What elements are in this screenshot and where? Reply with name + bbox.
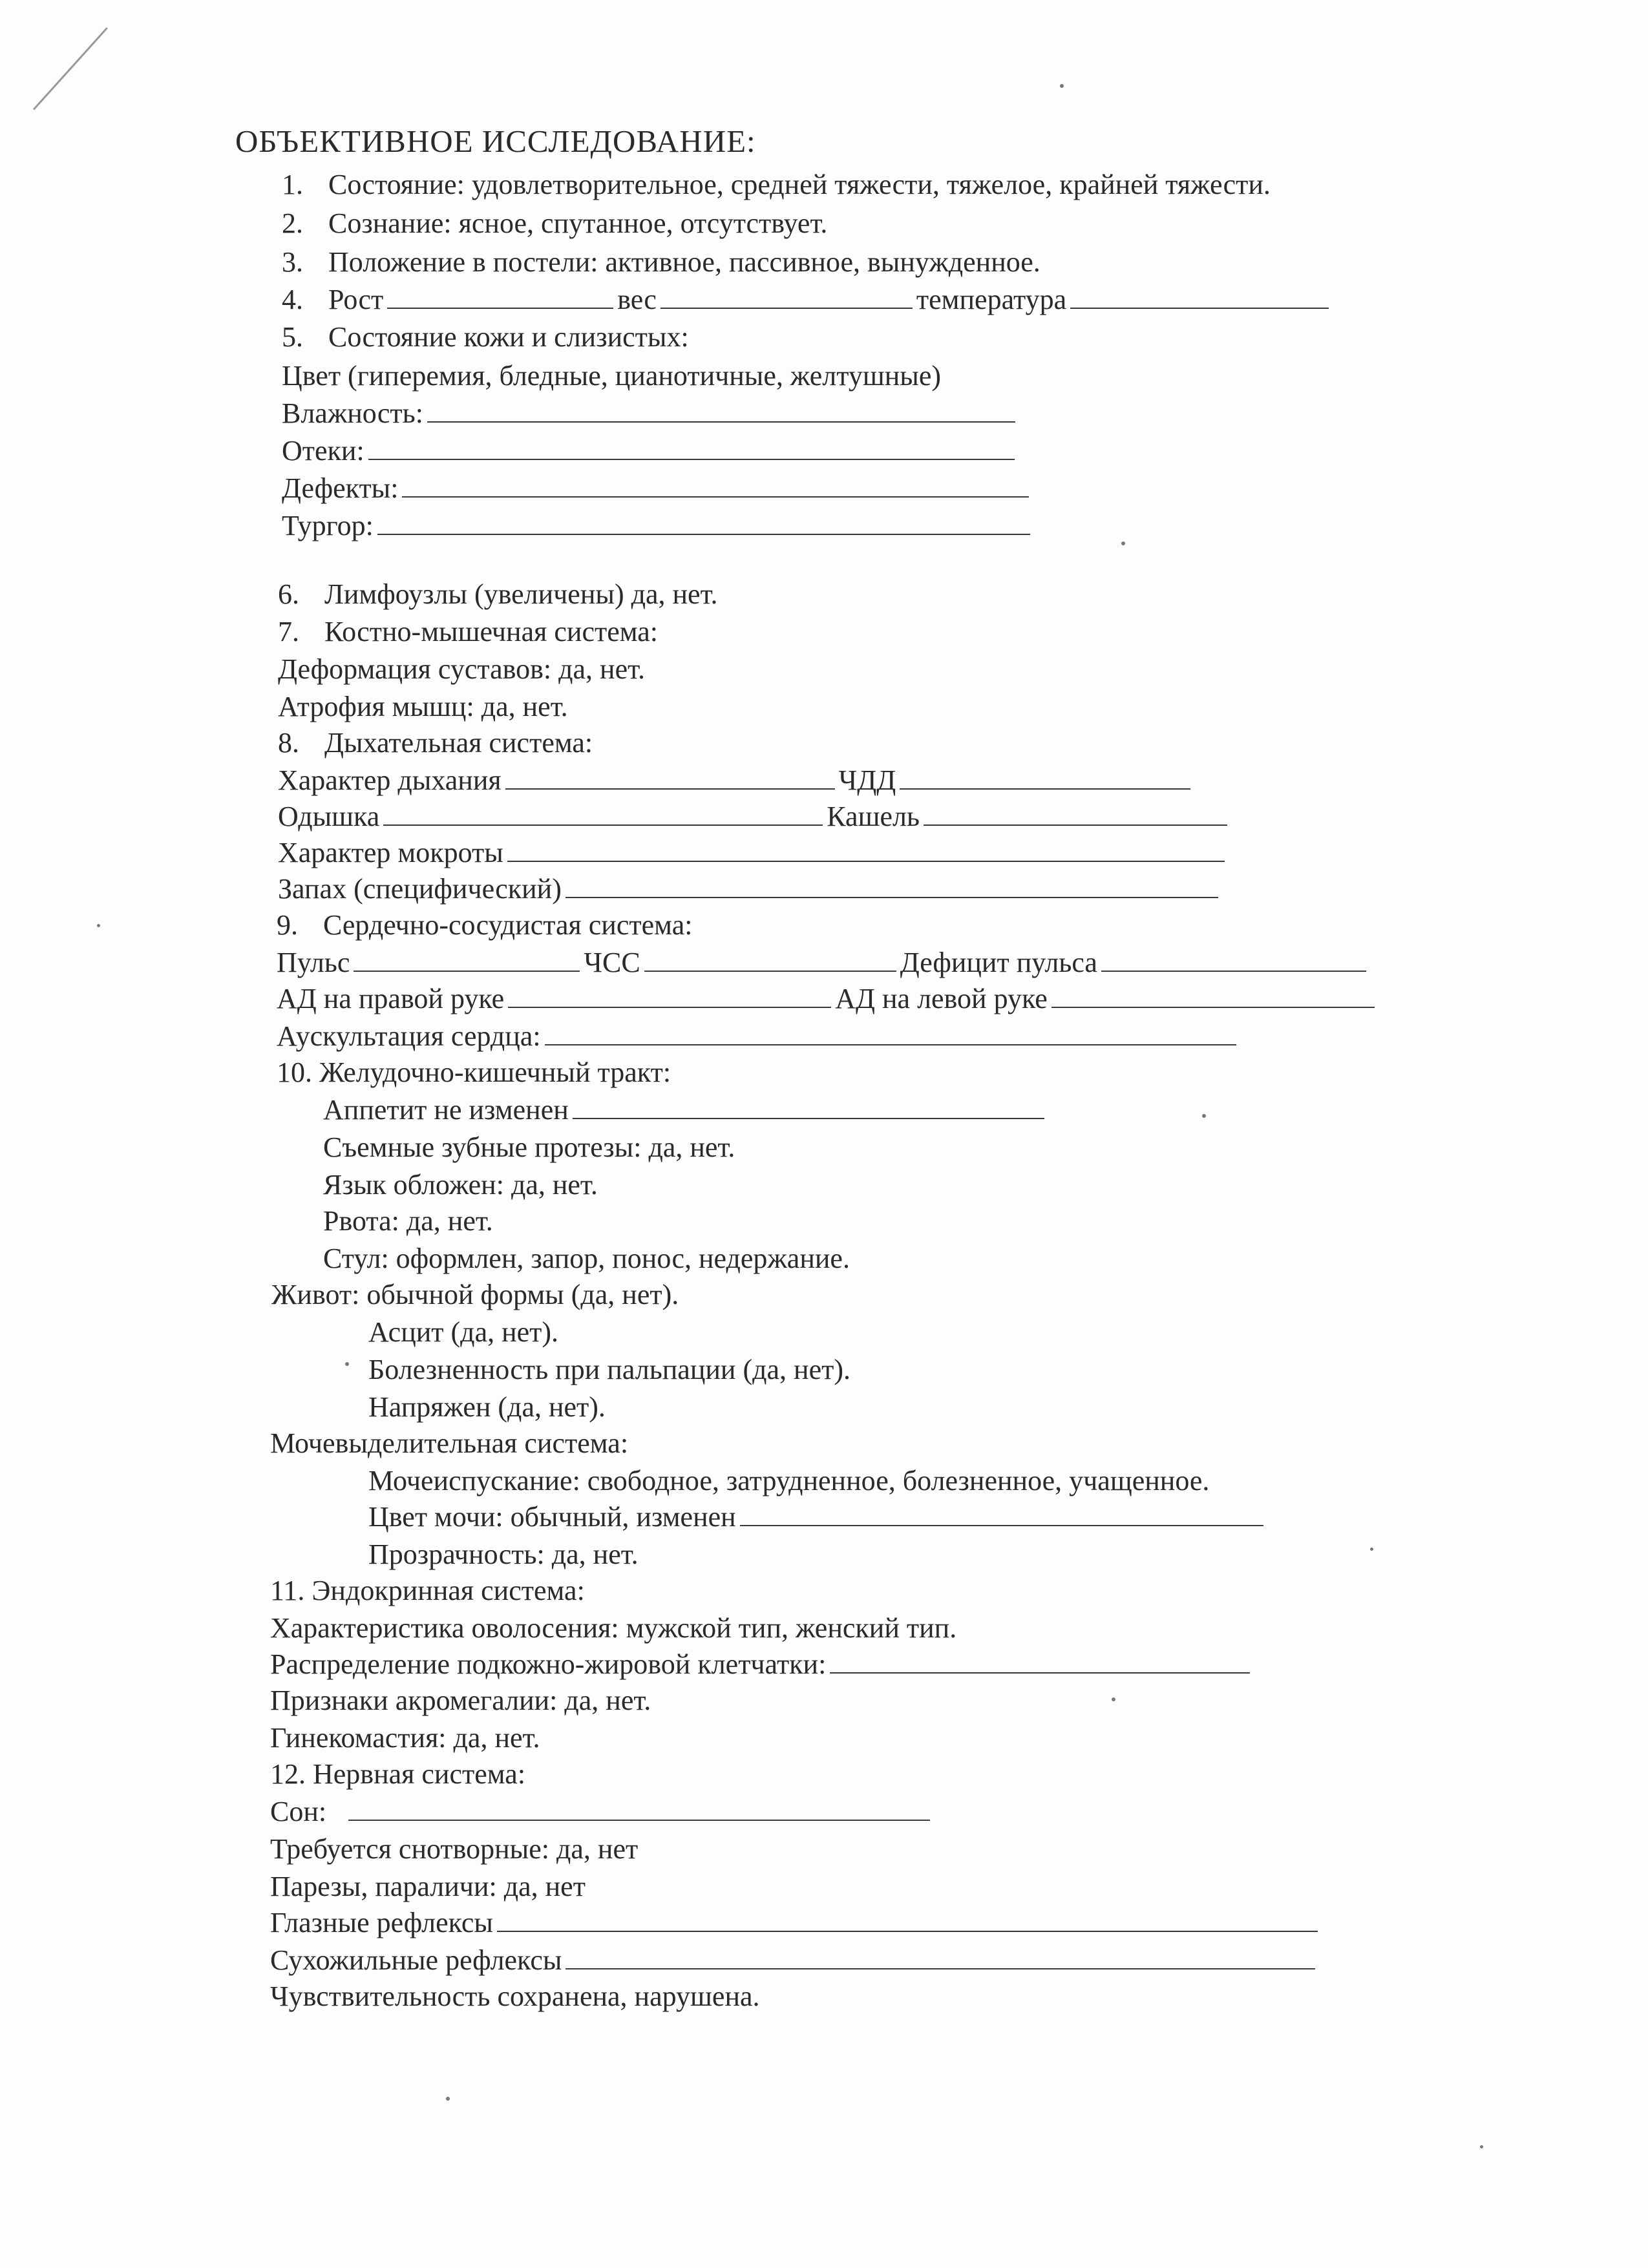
skin-color-line: [282, 358, 941, 394]
turgor-label: Тургор:: [282, 510, 374, 541]
urination-text: Мочеиспускание: свободное, затрудненное, болезненное, учащенное.: [368, 1465, 1210, 1496]
scan-speck: [345, 1362, 349, 1366]
position-line: [282, 244, 1041, 280]
pulse-field[interactable]: [354, 946, 580, 972]
condition-line: [282, 167, 1271, 203]
scan-speck: [1112, 1697, 1115, 1701]
hair-line: [270, 1610, 956, 1646]
consciousness-text: Сознание: ясное, спутанное, отсутствует.: [328, 207, 828, 239]
humidity-line: [282, 395, 1019, 432]
height-field[interactable]: [387, 283, 613, 309]
eye-reflex-line: [270, 1905, 1322, 1941]
scan-speck: [97, 924, 100, 927]
pulse-line: [277, 945, 1370, 981]
appetite-line: [323, 1092, 1048, 1128]
musculo-line: [278, 614, 658, 650]
fat-field[interactable]: [830, 1648, 1250, 1674]
sleep-label: Сон:: [270, 1796, 327, 1827]
gyneco-line: [270, 1720, 540, 1756]
ad-right-label: АД на правой руке: [277, 983, 505, 1014]
vomit-text: Рвота: да, нет.: [323, 1205, 493, 1237]
height-label: Рост: [328, 284, 384, 315]
temperature-field[interactable]: [1070, 283, 1329, 309]
pain-line: [368, 1352, 850, 1388]
clarity-text: Прозрачность: да, нет.: [368, 1538, 639, 1570]
skin-color-text: Цвет (гиперемия, бледные, цианотичные, желтушные): [282, 360, 942, 392]
respiratory-header: Дыхательная система:: [324, 727, 593, 759]
paresis-text: Парезы, параличи: да, нет: [270, 1871, 586, 1902]
item-number: 9.: [277, 909, 298, 941]
nervous-header: 12. Нервная система:: [270, 1758, 526, 1790]
smell-line: [278, 871, 1222, 907]
musculo-header: Костно-мышечная система:: [324, 616, 659, 647]
pulse-label: Пульс: [277, 947, 350, 978]
vomit-line: [323, 1203, 493, 1239]
item-number: 6.: [278, 578, 299, 610]
tense-line: [368, 1389, 606, 1425]
edema-label: Отеки:: [282, 435, 364, 467]
chss-label: ЧСС: [584, 947, 640, 978]
defects-field[interactable]: [402, 472, 1029, 498]
sleep-line: [270, 1794, 934, 1830]
edema-line: [282, 433, 1019, 469]
urination-line: [368, 1463, 1209, 1499]
acro-text: Признаки акромегалии: да, нет.: [270, 1685, 651, 1716]
endocrine-header: 11. Эндокринная система:: [270, 1575, 585, 1606]
paresis-line: [270, 1869, 586, 1905]
turgor-line: [282, 508, 1034, 544]
urine-color-field[interactable]: [740, 1500, 1263, 1526]
weight-field[interactable]: [660, 283, 913, 309]
hair-text: Характеристика оволосения: мужской тип, женский тип.: [270, 1612, 957, 1644]
cardio-line: [277, 907, 692, 943]
dyspnea-label: Одышка: [278, 801, 380, 832]
sleep-field[interactable]: [348, 1795, 930, 1821]
clarity-line: [368, 1537, 639, 1573]
edema-field[interactable]: [368, 434, 1015, 460]
item-number: 2.: [282, 207, 303, 239]
turgor-field[interactable]: [377, 509, 1030, 535]
tendon-reflex-label: Сухожильные рефлексы: [270, 1944, 562, 1976]
scan-speck: [1480, 2145, 1483, 2148]
belly-text: Живот: обычной формы (да, нет).: [271, 1279, 679, 1310]
form-title: ОБЪЕКТИВНОЕ ИССЛЕДОВАНИЕ:: [235, 123, 756, 159]
pills-line: [270, 1831, 638, 1867]
defects-line: [282, 470, 1033, 507]
appetite-label: Аппетит не изменен: [323, 1094, 569, 1126]
deficit-field[interactable]: [1101, 946, 1366, 972]
fat-label: Распределение подкожно-жировой клетчатки:: [270, 1648, 827, 1680]
dyspnea-field[interactable]: [383, 800, 823, 826]
auscult-label: Аускультация сердца:: [277, 1020, 541, 1052]
appetite-field[interactable]: [573, 1093, 1044, 1119]
position-text: Положение в постели: активное, пассивное, вынужденное.: [328, 246, 1041, 278]
tendon-reflex-line: [270, 1942, 1319, 1979]
stool-line: [323, 1241, 850, 1277]
respiratory-line: [278, 725, 593, 761]
gyneco-text: Гинекомастия: да, нет.: [270, 1722, 540, 1754]
deficit-label: Дефицит пульса: [900, 947, 1097, 978]
scan-speck: [1060, 84, 1064, 88]
eye-reflex-label: Глазные рефлексы: [270, 1907, 493, 1938]
tense-text: Напряжен (да, нет).: [368, 1391, 606, 1423]
item-number: 8.: [278, 727, 299, 759]
auscult-field[interactable]: [545, 1020, 1236, 1045]
eye-reflex-field[interactable]: [497, 1906, 1318, 1932]
cough-label: Кашель: [827, 801, 920, 832]
breath-line: [278, 762, 1194, 799]
ascites-line: [368, 1314, 558, 1350]
pills-text: Требуется снотворные: да, нет: [270, 1833, 639, 1865]
condition-text: Состояние: удовлетворительное, средней тяжести, тяжелое, крайней тяжести.: [328, 169, 1271, 200]
atrophy-text: Атрофия мышц: да, нет.: [278, 691, 568, 722]
scan-speck: [1202, 1114, 1206, 1118]
deform-text: Деформация суставов: да, нет.: [278, 653, 646, 685]
lymph-line: [278, 576, 718, 613]
ad-left-label: АД на левой руке: [835, 983, 1048, 1014]
dyspnea-line: [278, 799, 1231, 835]
endocrine-line: [270, 1573, 585, 1609]
defects-label: Дефекты:: [282, 472, 399, 504]
atrophy-line: [278, 689, 568, 725]
acro-line: [270, 1683, 651, 1719]
scan-speck: [1370, 1548, 1373, 1551]
item-number: 4.: [282, 284, 303, 315]
fat-line: [270, 1646, 1254, 1683]
ad-right-field[interactable]: [508, 982, 831, 1008]
temperature-label: температура: [916, 284, 1067, 315]
humidity-field[interactable]: [427, 397, 1015, 423]
cough-field[interactable]: [924, 800, 1227, 826]
auscult-line: [277, 1018, 1240, 1055]
urine-color-label: Цвет мочи: обычный, изменен: [368, 1501, 736, 1533]
scan-speck: [446, 2097, 450, 2101]
skin-header: Состояние кожи и слизистых:: [328, 321, 689, 353]
dentures-line: [323, 1129, 735, 1166]
item-number: 1.: [282, 169, 303, 200]
sputum-field[interactable]: [507, 836, 1225, 862]
breath-label: Характер дыхания: [278, 764, 502, 796]
deform-line: [278, 651, 645, 688]
item-number: 3.: [282, 246, 303, 278]
pain-text: Болезненность при пальпации (да, нет).: [368, 1354, 851, 1385]
sputum-label: Характер мокроты: [278, 837, 503, 868]
belly-line: [271, 1277, 679, 1313]
cardio-header: Сердечно-сосудистая система:: [323, 909, 693, 941]
urinary-line: [270, 1425, 628, 1462]
dentures-text: Съемные зубные протезы: да, нет.: [323, 1131, 735, 1163]
gi-header: 10. Желудочно-кишечный тракт:: [277, 1056, 671, 1088]
skin-header-line: [282, 319, 689, 355]
tongue-line: [323, 1167, 598, 1203]
lymph-text: Лимфоузлы (увеличены) да, нет.: [324, 578, 718, 610]
smell-label: Запах (специфический): [278, 873, 562, 905]
chdd-field[interactable]: [900, 764, 1190, 790]
sputum-line: [278, 835, 1229, 871]
scan-speck: [1121, 541, 1125, 545]
gi-line: [277, 1055, 671, 1091]
urinary-header: Мочевыделительная система:: [270, 1427, 629, 1459]
consciousness-line: [282, 205, 827, 242]
scan-mark: [33, 27, 108, 110]
humidity-label: Влажность:: [282, 397, 423, 429]
sense-text: Чувствительность сохранена, нарушена.: [270, 1980, 760, 2012]
chss-field[interactable]: [644, 946, 896, 972]
ad-line: [277, 981, 1379, 1017]
nervous-line: [270, 1756, 525, 1792]
measurements-line: [282, 282, 1333, 318]
urine-color-line: [368, 1499, 1267, 1535]
weight-label: вес: [617, 284, 657, 315]
tongue-text: Язык обложен: да, нет.: [323, 1169, 598, 1201]
item-number: 7.: [278, 616, 299, 647]
stool-text: Стул: оформлен, запор, понос, недержание.: [323, 1243, 850, 1274]
breath-field[interactable]: [505, 764, 835, 790]
sense-line: [270, 1979, 760, 2015]
ad-left-field[interactable]: [1051, 982, 1375, 1008]
smell-field[interactable]: [565, 872, 1218, 898]
ascites-text: Асцит (да, нет).: [368, 1316, 559, 1348]
chdd-label: ЧДД: [838, 764, 896, 796]
item-number: 5.: [282, 321, 303, 353]
tendon-reflex-field[interactable]: [565, 1944, 1315, 1969]
